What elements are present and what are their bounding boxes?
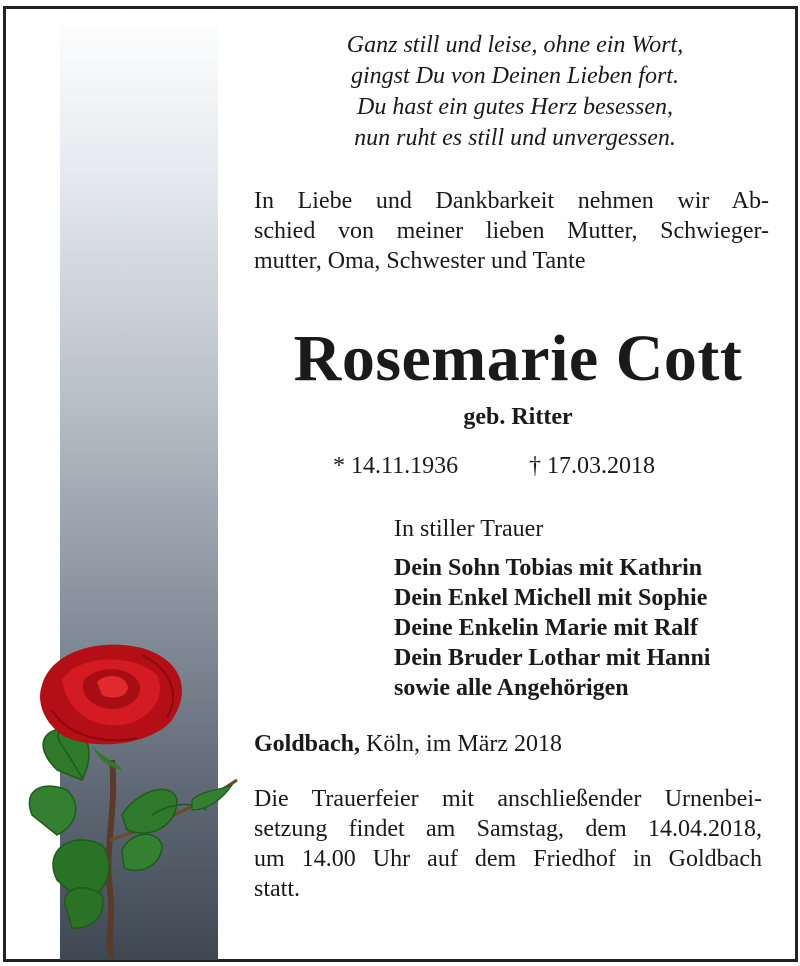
ceremony-line: Die Trauerfeier mit anschließender Urnenbei-	[254, 786, 762, 812]
mourner-line: Dein Sohn Tobias mit Kathrin	[394, 555, 703, 581]
life-dates	[333, 453, 782, 480]
birth-date: * 14.11.1936	[333, 453, 459, 479]
mourner-line: Deine Enkelin Marie mit Ralf	[394, 615, 698, 641]
ceremony-line: setzung findet am Samstag, dem 14.04.2018,	[254, 816, 762, 842]
intro-line: In Liebe und Dankbarkeit nehmen wir Ab-	[254, 188, 769, 214]
ceremony-line: statt.	[254, 876, 300, 902]
poem-line: Du hast ein gutes Herz besessen,	[357, 94, 673, 120]
poem-line: Ganz still und leise, ohne ein Wort,	[346, 32, 684, 58]
ceremony-text	[254, 784, 762, 904]
born-name: geb. Ritter	[463, 404, 573, 430]
poem	[248, 30, 782, 154]
poem-line: nun ruht es still und unvergessen.	[354, 125, 676, 151]
mourners-list	[394, 553, 782, 703]
mourner-line: Dein Enkel Michell mit Sophie	[394, 585, 708, 611]
death-date: † 17.03.2018	[529, 453, 655, 479]
place-date	[254, 731, 782, 758]
intro-line: schied von meiner lieben Mutter, Schwieger-	[254, 218, 769, 244]
poem-line: gingst Du von Deinen Lieben fort.	[351, 63, 679, 89]
intro-text	[254, 186, 769, 276]
mourner-line: sowie alle Angehörigen	[394, 675, 629, 701]
intro-line: mutter, Oma, Schwester und Tante	[254, 248, 586, 274]
mourner-line: Dein Bruder Lothar mit Hanni	[394, 645, 711, 671]
ceremony-line: um 14.00 Uhr auf dem Friedhof in Goldbach	[254, 846, 762, 872]
place-town: Goldbach,	[254, 731, 361, 757]
mourning-heading: In stiller Trauer	[394, 516, 544, 542]
deceased-name: Rosemarie Cott	[293, 322, 743, 395]
place-rest: Köln, im März 2018	[360, 731, 563, 757]
notice-content	[218, 30, 782, 904]
